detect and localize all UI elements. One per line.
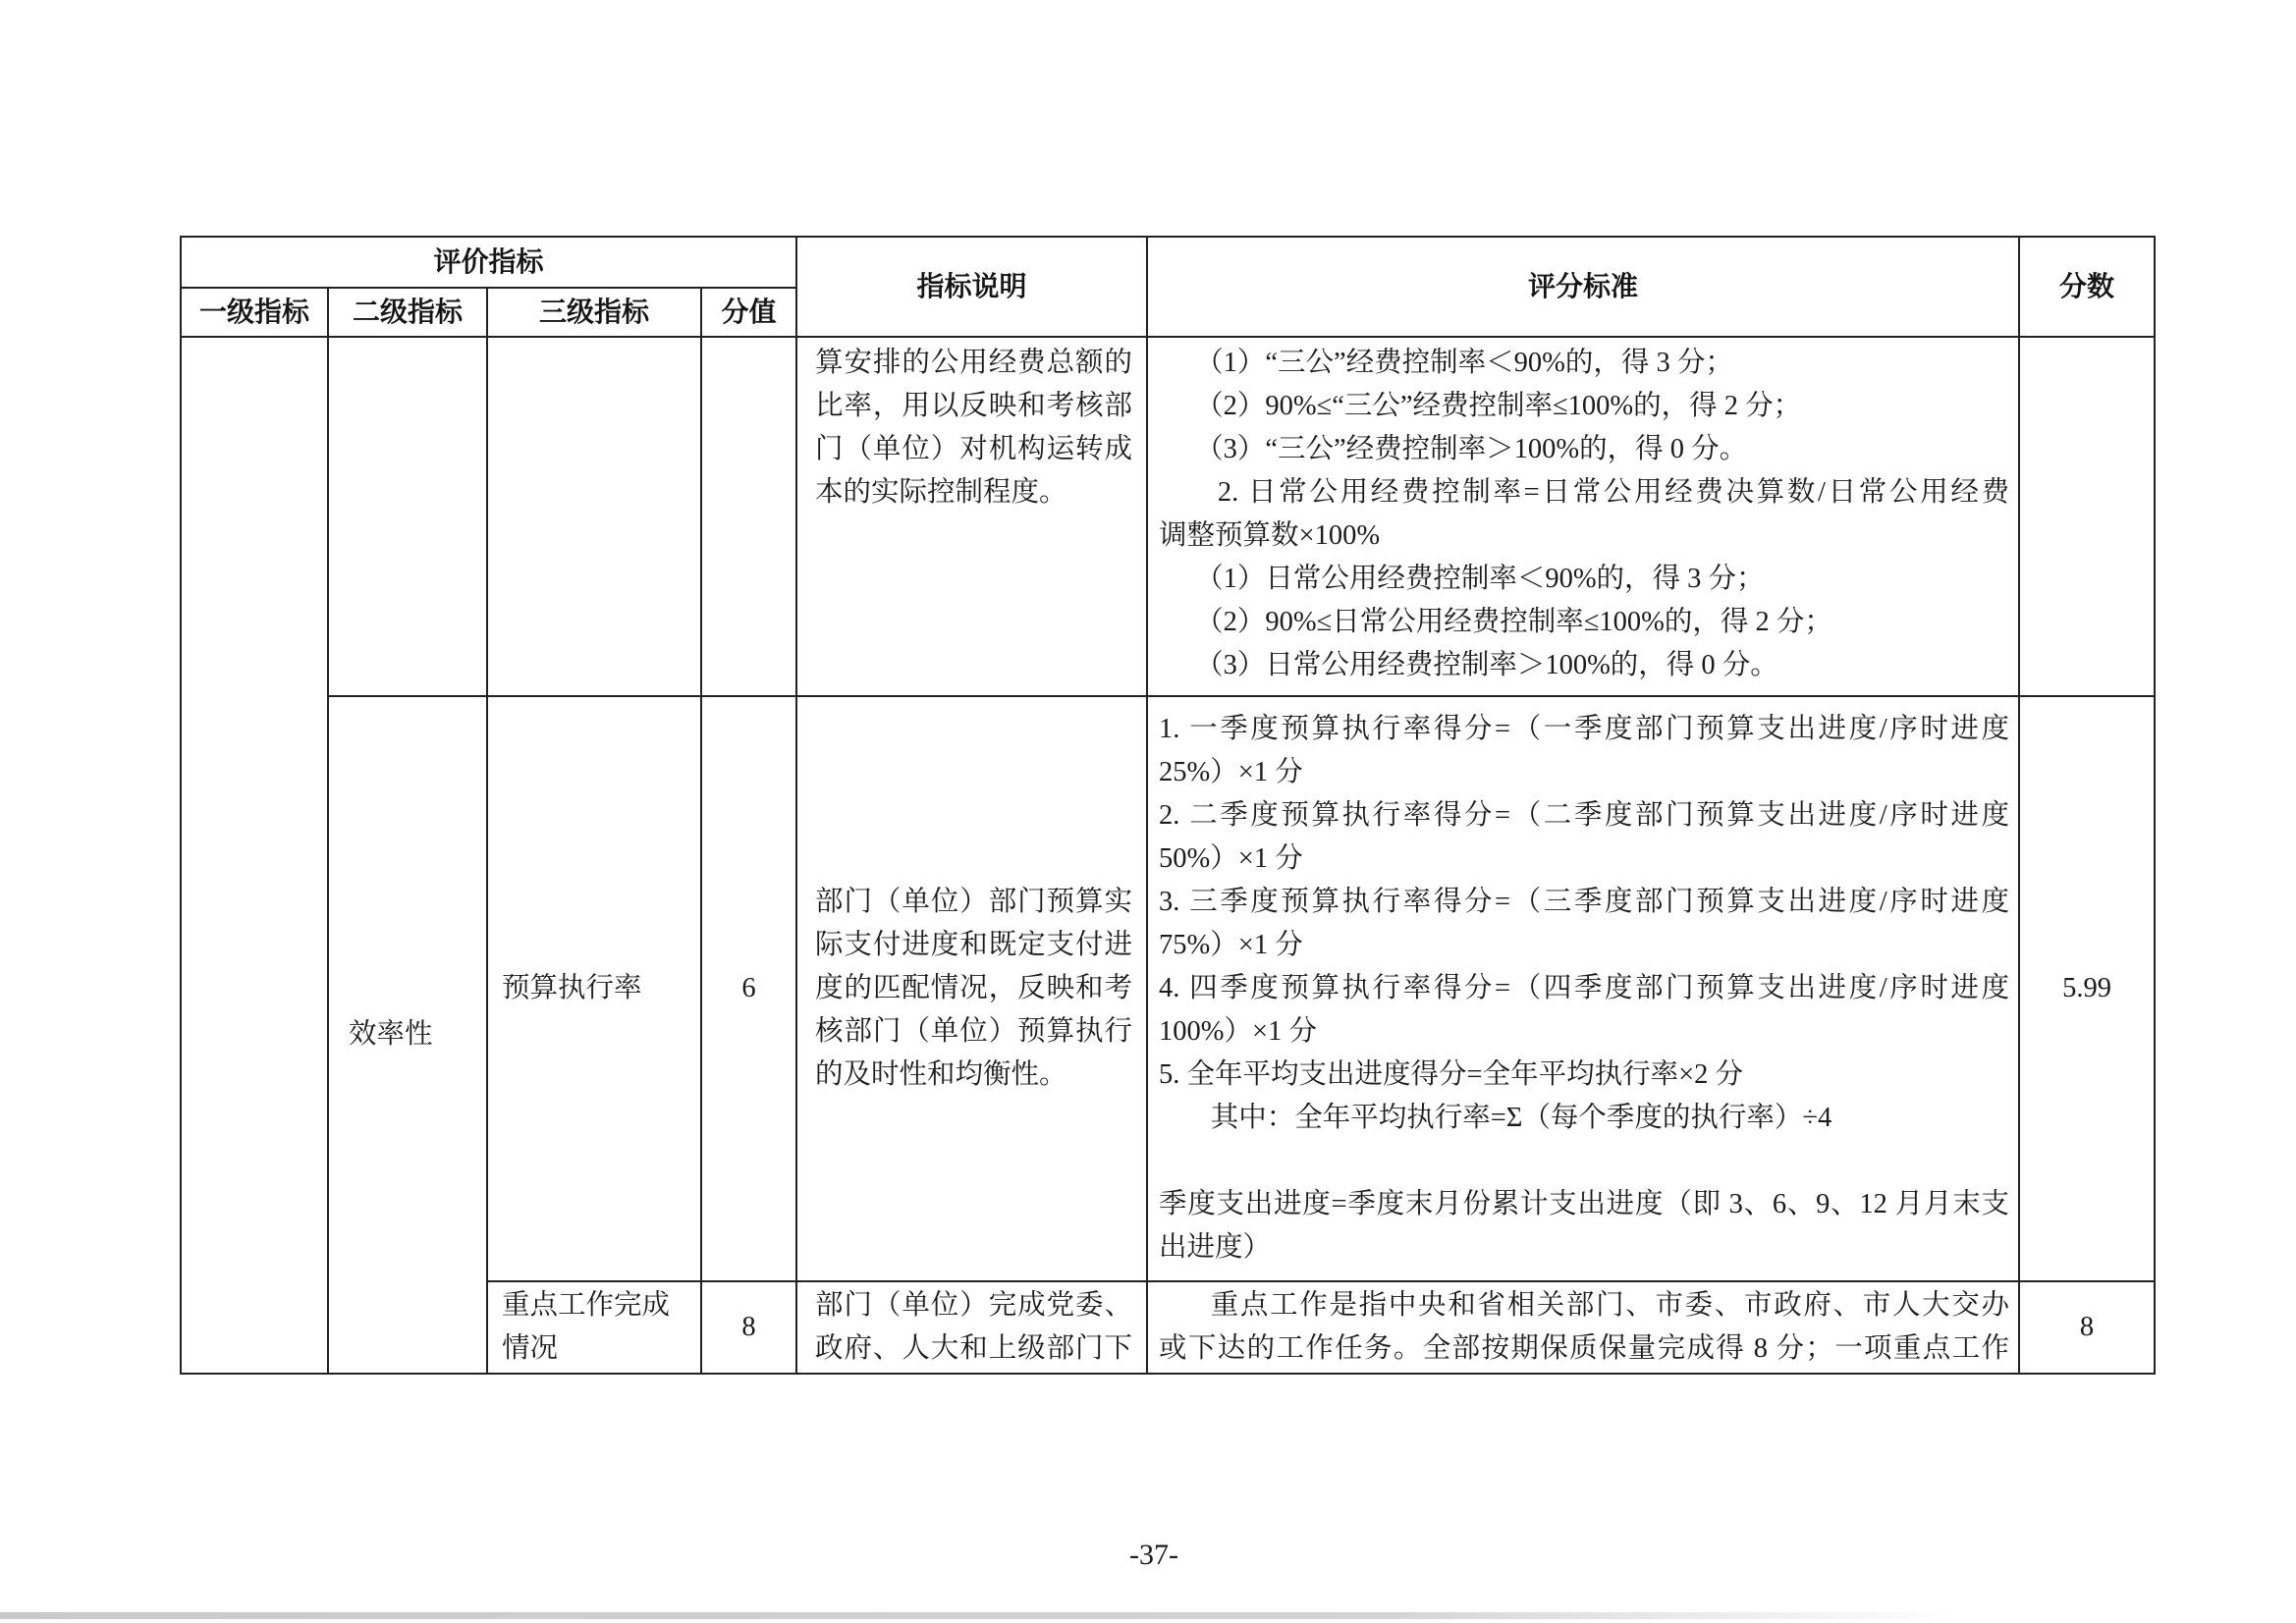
score-value: 8 — [2079, 1312, 2095, 1342]
score-cell — [2019, 337, 2155, 696]
header-row-top — [181, 237, 2155, 288]
points-value: 8 — [741, 1312, 756, 1342]
page-number: -37- — [1129, 1539, 1178, 1571]
header-level2-indicator: 二级指标 — [328, 288, 487, 337]
description-line: 比率，用以反映和考核部 — [815, 391, 1133, 421]
description-line: 政府、人大和上级部门下 — [815, 1333, 1133, 1364]
criteria-line: 调整预算数×100% — [1159, 520, 1381, 551]
description-cell — [796, 696, 1147, 1281]
header-level3-indicator: 三级指标 — [487, 288, 701, 337]
criteria-cell — [1147, 1281, 2019, 1374]
level2-cell — [328, 337, 487, 696]
criteria-line: 其中：全年平均执行率=Σ（每个季度的执行率）÷4 — [1210, 1103, 1832, 1133]
level2-cell — [328, 696, 487, 1374]
criteria-line: 3. 三季度预算执行率得分=（三季度部门预算支出进度/序时进度 — [1159, 887, 2010, 917]
points-cell — [701, 696, 796, 1281]
level3-line: 情况 — [502, 1333, 559, 1364]
evaluation-indicator-table — [180, 236, 2156, 1375]
criteria-line: （3）日常公用经费控制率＞100%的，得 0 分。 — [1195, 650, 1778, 680]
criteria-line: 75%）×1 分 — [1159, 930, 1303, 960]
level3-label: 预算执行率 — [502, 973, 642, 1003]
description-line: 门（单位）对机构运转成 — [815, 434, 1133, 464]
description-line: 核部门（单位）预算执行 — [815, 1016, 1133, 1047]
table-row — [181, 337, 2155, 696]
criteria-line: （1）日常公用经费控制率＜90%的，得 3 分； — [1195, 564, 1765, 594]
level3-cell — [487, 696, 701, 1281]
criteria-line: 出进度） — [1159, 1232, 1272, 1263]
points-cell — [701, 1281, 796, 1374]
header-points: 分值 — [701, 288, 796, 337]
criteria-cell — [1147, 337, 2019, 696]
criteria-line: （3）“三公”经费控制率＞100%的，得 0 分。 — [1195, 434, 1748, 464]
header-scoring-criteria: 评分标准 — [1147, 237, 2019, 337]
points-value: 6 — [741, 973, 756, 1003]
level3-line: 重点工作完成 — [502, 1290, 671, 1321]
criteria-line: （2）90%≤“三公”经费控制率≤100%的，得 2 分； — [1195, 391, 1802, 421]
criteria-line: 1. 一季度预算执行率得分=（一季度部门预算支出进度/序时进度 — [1159, 714, 2010, 744]
criteria-line: 季度支出进度=季度末月份累计支出进度（即 3、6、9、12 月月末支 — [1159, 1189, 2010, 1219]
description-cell — [796, 337, 1147, 696]
scan-edge-shadow — [0, 1612, 1964, 1619]
blank-line — [1159, 1140, 2009, 1183]
header-score: 分数 — [2019, 237, 2155, 337]
description-line: 际支付进度和既定支付进 — [815, 930, 1133, 960]
level3-cell — [487, 1281, 701, 1374]
header-evaluation-indicators: 评价指标 — [181, 237, 796, 288]
level1-cell — [181, 337, 328, 1374]
description-line: 度的匹配情况，反映和考 — [815, 973, 1133, 1003]
header-indicator-description: 指标说明 — [796, 237, 1147, 337]
description-line: 的及时性和均衡性。 — [815, 1059, 1067, 1090]
criteria-line: 2. 日常公用经费控制率=日常公用经费决算数/日常公用经费 — [1217, 477, 2010, 508]
criteria-line: （1）“三公”经费控制率＜90%的，得 3 分； — [1195, 348, 1733, 378]
criteria-line: （2）90%≤日常公用经费控制率≤100%的，得 2 分； — [1195, 607, 1832, 637]
description-line: 部门（单位）部门预算实 — [815, 887, 1133, 917]
level3-cell — [487, 337, 701, 696]
description-line: 算安排的公用经费总额的 — [815, 348, 1133, 378]
points-cell — [701, 337, 796, 696]
criteria-cell — [1147, 696, 2019, 1281]
criteria-line: 5. 全年平均支出进度得分=全年平均执行率×2 分 — [1159, 1059, 1744, 1090]
criteria-line: 100%）×1 分 — [1159, 1016, 1317, 1047]
level2-label: 效率性 — [349, 1019, 433, 1050]
description-line: 本的实际控制程度。 — [815, 477, 1067, 508]
criteria-line: 重点工作是指中央和省相关部门、市委、市政府、市人大交办 — [1210, 1290, 2010, 1321]
criteria-line: 2. 二季度预算执行率得分=（二季度部门预算支出进度/序时进度 — [1159, 800, 2010, 831]
score-cell — [2019, 696, 2155, 1281]
description-cell — [796, 1281, 1147, 1374]
criteria-line: 4. 四季度预算执行率得分=（四季度部门预算支出进度/序时进度 — [1159, 973, 2010, 1003]
criteria-line: 25%）×1 分 — [1159, 757, 1303, 787]
header-level1-indicator: 一级指标 — [181, 288, 328, 337]
criteria-line: 或下达的工作任务。全部按期保质保量完成得 8 分；一项重点工作 — [1159, 1333, 2010, 1364]
score-cell — [2019, 1281, 2155, 1374]
description-line: 部门（单位）完成党委、 — [815, 1290, 1133, 1321]
score-value: 5.99 — [2062, 973, 2111, 1003]
criteria-line: 50%）×1 分 — [1159, 843, 1303, 874]
table-row — [181, 696, 2155, 1281]
